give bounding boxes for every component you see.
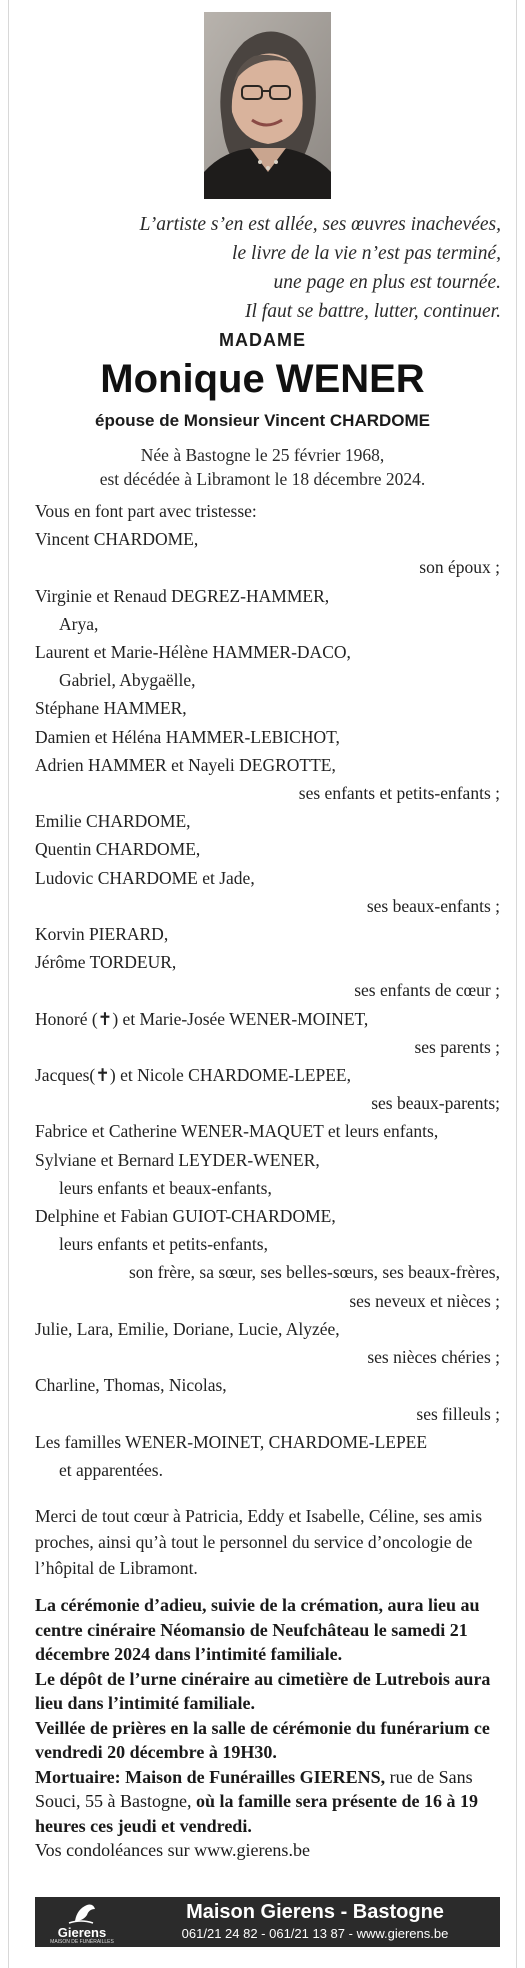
vigil-paragraph: Veillée de prières en la salle de cérémonie du funérarium ce vendredi 20 décembre à 19H30. bbox=[35, 1717, 490, 1762]
family-member-line: leurs enfants et beaux-enfants, bbox=[59, 1177, 272, 1198]
relationship-label: ses parents ; bbox=[414, 1036, 500, 1057]
funeral-home-banner bbox=[35, 1897, 500, 1947]
portrait-illustration bbox=[204, 12, 331, 199]
announcement-intro: Vous en font part avec tristesse: bbox=[35, 501, 257, 521]
family-member-line: Vincent CHARDOME, bbox=[35, 529, 199, 550]
life-dates bbox=[0, 443, 525, 491]
deceased-name: Monique WENER bbox=[100, 357, 425, 401]
family-announcement bbox=[35, 497, 500, 1484]
mortuary-paragraph bbox=[35, 1765, 500, 1839]
family-member-line: son frère, sa sœur, ses belles-sœurs, ses beaux-frères, bbox=[128, 1262, 500, 1283]
funeral-home-name: Maison Gierens - Bastogne bbox=[186, 1901, 444, 1923]
relationship-label: ses nièces chéries ; bbox=[367, 1347, 500, 1368]
ceremony-details bbox=[35, 1593, 500, 1863]
family-member-line: Sylviane et Bernard LEYDER-WENER, bbox=[35, 1149, 320, 1170]
family-member-line: Adrien HAMMER et Nayeli DEGROTTE, bbox=[35, 754, 336, 775]
relationship-label: ses filleuls ; bbox=[416, 1403, 500, 1424]
family-presence: où la famille sera présente de 16 à 19 heures ces jeudi et vendredi. bbox=[35, 1791, 478, 1836]
thanks-paragraph: Merci de tout cœur à Patricia, Eddy et Isabelle, Céline, ses amis proches, ainsi qu’à tout le personnel du service d’oncologie de l’hôpital de Libramont. bbox=[35, 1506, 483, 1578]
family-member-line: Quentin CHARDOME, bbox=[35, 839, 201, 860]
family-member-line: Stéphane HAMMER, bbox=[35, 698, 187, 719]
logo-wordmark: Gierens bbox=[57, 1925, 107, 1940]
birth-line: Née à Bastogne le 25 février 1968, bbox=[140, 445, 385, 465]
family-member-line: Korvin PIERARD, bbox=[35, 924, 169, 945]
death-line: est décédée à Libramont le 18 décembre 2024. bbox=[99, 469, 426, 489]
family-member-line: Emilie CHARDOME, bbox=[35, 811, 191, 832]
family-member-line: Ludovic CHARDOME et Jade, bbox=[35, 867, 255, 888]
family-member-line: leurs enfants et petits-enfants, bbox=[59, 1234, 268, 1255]
family-member-line: Virginie et Renaud DEGREZ-HAMMER, bbox=[35, 585, 330, 606]
condolences-line: Vos condoléances sur www.gierens.be bbox=[35, 1840, 310, 1860]
relationship-label: son époux ; bbox=[419, 557, 500, 578]
relationship-label: ses enfants et petits-enfants ; bbox=[298, 783, 500, 804]
relationship-label: ses beaux-enfants ; bbox=[366, 895, 500, 916]
family-member-line: Gabriel, Abygaëlle, bbox=[59, 670, 196, 691]
portrait-photo bbox=[204, 12, 331, 199]
honorific: MADAME bbox=[219, 330, 306, 350]
family-member-line: Honoré (✝) et Marie-Josée WENER-MOINET, bbox=[35, 1008, 369, 1029]
urn-paragraph: Le dépôt de l’urne cinéraire au cimetière de Lutrebois aura lieu dans l’intimité familiale. bbox=[35, 1668, 491, 1713]
family-member-line: Jérôme TORDEUR, bbox=[35, 952, 177, 973]
poem-line: Il faut se battre, lutter, continuer. bbox=[244, 301, 501, 322]
ceremony-paragraph: La cérémonie d’adieu, suivie de la crémation, aura lieu au centre cinéraire Néomansio de Neufchâteau le samedi 21 décembre 2024 dans l’intimité familiale. bbox=[35, 1595, 480, 1664]
family-member-line: Julie, Lara, Emilie, Doriane, Lucie, Alyzée, bbox=[35, 1318, 340, 1339]
dove-icon bbox=[47, 1901, 117, 1925]
poem-line: L’artiste s’en est allée, ses œuvres inachevées, bbox=[139, 214, 501, 235]
spouse-line: épouse de Monsieur Vincent CHARDOME bbox=[94, 411, 430, 430]
relationship-label: ses enfants de cœur ; bbox=[354, 980, 500, 1001]
family-member-line: Damien et Héléna HAMMER-LEBICHOT, bbox=[35, 726, 340, 747]
poem-line: une page en plus est tournée. bbox=[273, 272, 501, 293]
family-member-line: Les familles WENER-MOINET, CHARDOME-LEPEE bbox=[35, 1431, 428, 1452]
family-member-line: Fabrice et Catherine WENER-MAQUET et leurs enfants, bbox=[35, 1121, 439, 1142]
mortuary-label: Mortuaire: Maison de Funérailles GIERENS, bbox=[35, 1766, 386, 1787]
relationship-label: ses neveux et nièces ; bbox=[349, 1290, 500, 1311]
relationship-label: ses beaux-parents; bbox=[371, 1093, 500, 1114]
family-member-line: Laurent et Marie-Hélène HAMMER-DACO, bbox=[35, 642, 351, 663]
family-member-line: Arya, bbox=[59, 613, 99, 634]
family-list bbox=[35, 525, 500, 1484]
family-member-line: Charline, Thomas, Nicolas, bbox=[35, 1375, 227, 1396]
gierens-logo bbox=[47, 1901, 117, 1943]
mortuary-address: rue de Sans Souci, 55 à Bastogne, bbox=[35, 1766, 473, 1811]
family-member-line: Delphine et Fabian GUIOT-CHARDOME, bbox=[35, 1206, 336, 1227]
family-member-line: Jacques(✝) et Nicole CHARDOME-LEPEE, bbox=[35, 1065, 351, 1086]
poem-line: le livre de la vie n’est pas terminé, bbox=[232, 243, 501, 264]
family-member-line: et apparentées. bbox=[59, 1459, 163, 1480]
logo-subtitle: MAISON DE FUNÉRAILLES bbox=[50, 1939, 114, 1945]
funeral-home-contact: 061/21 24 82 - 061/21 13 87 - www.gierens.be bbox=[181, 1926, 449, 1941]
epitaph-poem bbox=[81, 210, 501, 326]
